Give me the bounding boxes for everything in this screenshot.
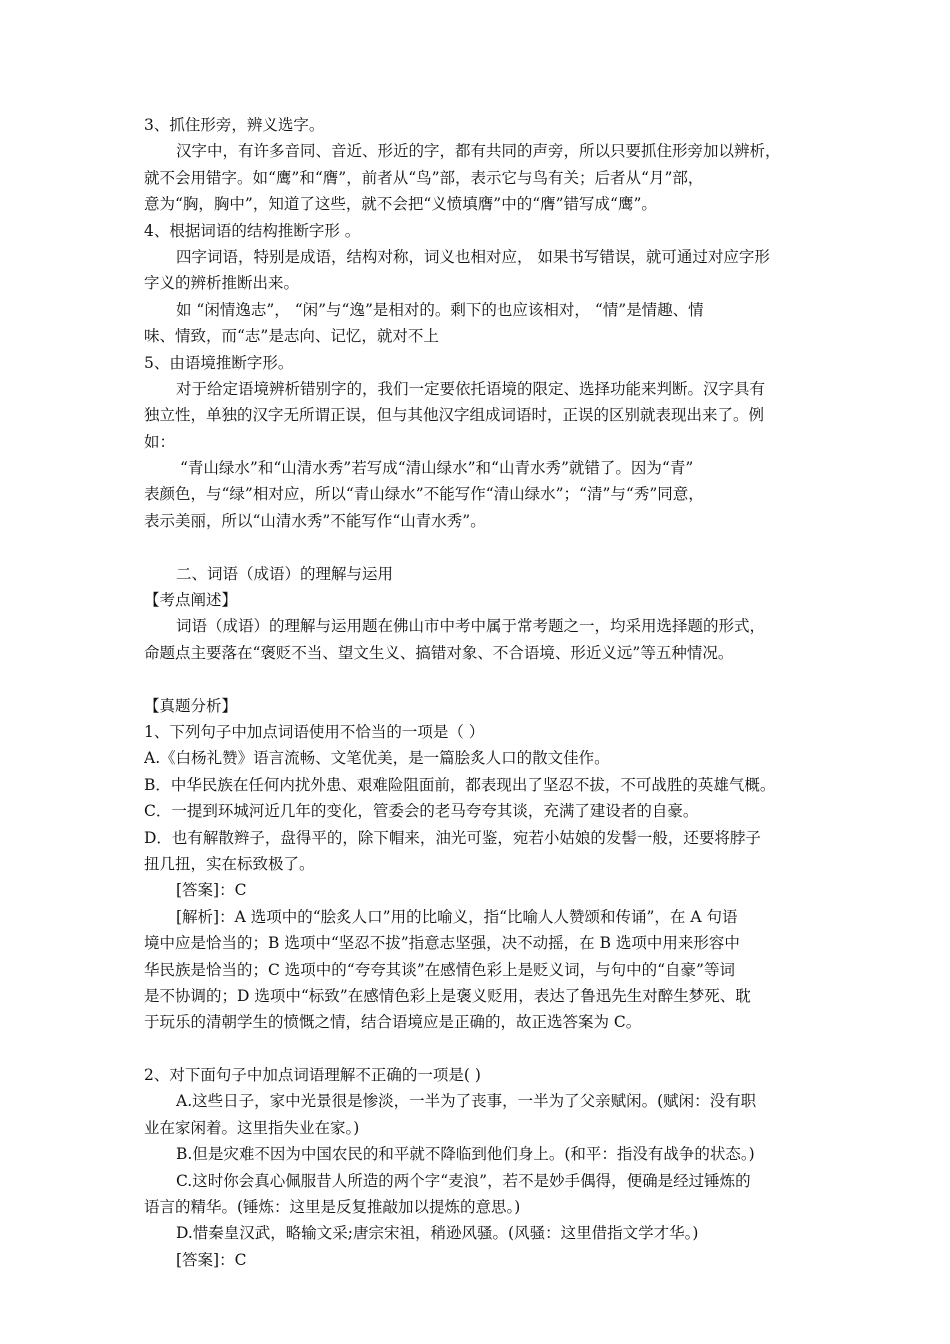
text-line: 扭几扭，实在标致极了。 bbox=[144, 854, 315, 873]
text-line: 语言的精华。(锤炼：这里是反复推敲加以提炼的意思。) bbox=[144, 1198, 521, 1217]
text-line: D.惜秦皇汉武，略输文采;唐宗宋祖，稍逊风骚。(风骚：这里借指文学才华。) bbox=[176, 1224, 699, 1243]
text-line: A.这些日子，家中光景很是惨淡，一半为了丧事，一半为了父亲赋闲。(赋闲：没有职 bbox=[176, 1092, 757, 1111]
text-line: [答案]：C bbox=[176, 881, 247, 900]
text-line: 如： bbox=[144, 432, 176, 451]
text-line: “青山绿水”和“山清水秀”若写成“清山绿水”和“山青水秀”就错了。因为“青” bbox=[180, 459, 694, 478]
text-line: 1、下列句子中加点词语使用不恰当的一项是（ ） bbox=[144, 722, 485, 741]
text-line: 汉字中，有许多音同、音近、形近的字，都有共同的声旁，所以只要抓住形旁加以辨析， bbox=[176, 142, 781, 161]
text-line: 5、由语境推断字形。 bbox=[144, 353, 294, 372]
text-line: 字义的辨析推断出来。 bbox=[144, 274, 300, 293]
text-line: 二、词语（成语）的理解与运用 bbox=[176, 564, 394, 583]
text-line: 2、对下面句子中加点词语理解不正确的一项是( ) bbox=[144, 1066, 481, 1085]
text-line: 四字词语，特别是成语，结构对称，词义也相对应， 如果书写错误，就可通过对应字形 bbox=[176, 247, 770, 266]
text-line: 境中应是恰当的；B 选项中“坚忍不拔”指意志坚强，决不动摇，在 B 选项中用来形容中 bbox=[144, 934, 740, 953]
document-page bbox=[144, 112, 808, 1273]
text-line: 于玩乐的清朝学生的愤慨之情，结合语境应是正确的，故正选答案为 C。 bbox=[144, 1013, 642, 1032]
text-line: 3、抓住形旁，辨义选字。 bbox=[144, 116, 325, 134]
text-line: 【考点阐述】 bbox=[144, 591, 238, 610]
text-line: 【真题分析】 bbox=[144, 696, 238, 715]
text-line: 命题点主要落在“褒贬不当、望文生义、搞错对象、不合语境、形近义远”等五种情况。 bbox=[144, 643, 734, 662]
text-line: 业在家闲着。这里指失业在家。) bbox=[144, 1118, 360, 1137]
text-line: 表颜色，与“绿”相对应，所以“青山绿水”不能写作“清山绿水”；“清”与“秀”同意， bbox=[144, 485, 704, 504]
text-line: B.但是灾难不因为中国农民的和平就不降临到他们身上。(和平：指没有战争的状态。) bbox=[176, 1145, 755, 1164]
blank-line bbox=[144, 534, 808, 560]
text-line: C.这时你会真心佩服昔人所造的两个字“麦浪”，若不是妙手偶得，便确是经过锤炼的 bbox=[176, 1171, 751, 1190]
blank-line bbox=[144, 1036, 808, 1062]
text-line: 华民族是恰当的；C 选项中的“夸夸其谈”在感情色彩上是贬义词，与句中的“自豪”等词 bbox=[144, 960, 735, 979]
text-line: 独立性，单独的汉字无所谓正误，但与其他汉字组成词语时，正误的区别就表现出来了。例 bbox=[144, 406, 765, 425]
blank-line bbox=[144, 666, 808, 692]
text-line: 对于给定语境辨析错别字的，我们一定要依托语境的限定、选择功能来判断。汉字具有 bbox=[176, 379, 766, 398]
text-line: 4、根据词语的结构推断字形 。 bbox=[144, 221, 361, 240]
text-line: 味、情致，而“志”是志向、记忆，就对不上 bbox=[144, 327, 439, 346]
text-line: 意为“胸，胸中”，知道了这些，就不会把“义愤填膺”中的“膺”错写成“鹰”。 bbox=[144, 195, 657, 214]
text-line: [答案]：C bbox=[176, 1250, 247, 1269]
text-line: B．中华民族在任何内扰外患、艰难险阻面前，都表现出了坚忍不拔，不可战胜的英雄气概。 bbox=[144, 775, 776, 794]
text-line: 就不会用错字。如“鹰”和“膺”，前者从“鸟”部，表示它与鸟有关；后者从“月”部， bbox=[144, 168, 704, 187]
text-line: A.《白杨礼赞》语言流畅、文笔优美，是一篇脍炙人口的散文佳作。 bbox=[144, 749, 610, 768]
text-line: [解析]：A 选项中的“脍炙人口”用的比喻义，指“比喻人人赞颂和传诵”，在 A 句语 bbox=[176, 907, 738, 926]
text-line: 如 “闲情逸志”， “闲”与“逸”是相对的。剩下的也应该相对， “情”是情趣、情 bbox=[176, 300, 704, 319]
text-line: D．也有解散辫子，盘得平的，除下帽来，油光可鉴，宛若小姑娘的发髻一般，还要将脖子 bbox=[144, 828, 761, 847]
text-line: 是不协调的；D 选项中“标致”在感情色彩上是褒义贬用，表达了鲁迅先生对醉生梦死、耽 bbox=[144, 986, 751, 1005]
text-line: C．一提到环城河近几年的变化，管委会的老马夸夸其谈，充满了建设者的自豪。 bbox=[144, 802, 699, 821]
text-line: 表示美丽，所以“山清水秀”不能写作“山青水秀”。 bbox=[144, 511, 486, 530]
text-line: 词语（成语）的理解与运用题在佛山市中考中属于常考题之一，均采用选择题的形式， bbox=[176, 617, 766, 636]
